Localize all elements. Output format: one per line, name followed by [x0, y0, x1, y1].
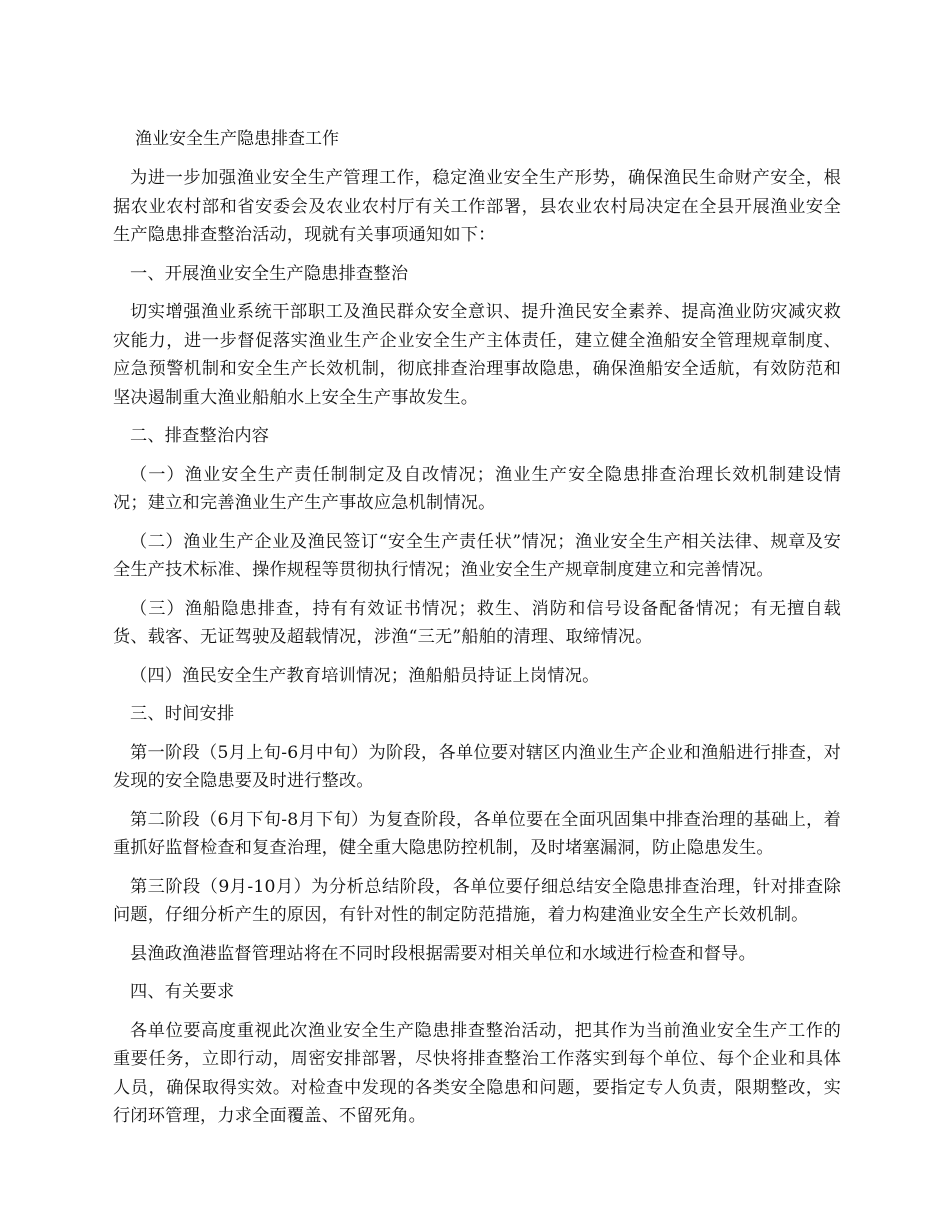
- section-3-stage-1: 第一阶段（5月上旬-6月中旬）为阶段，各单位要对辖区内渔业生产企业和渔船进行排查，对发现的安全隐患要及时进行整改。: [113, 742, 841, 791]
- section-2-item-1: （一）渔业安全生产责任制制定及自改情况；渔业生产安全隐患排查治理长效机制建设情况；建立和完善渔业生产生产事故应急机制情况。: [113, 464, 841, 513]
- document-page: [113, 124, 841, 1141]
- section-2-heading: 二、排查整治内容: [130, 426, 270, 446]
- section-4-heading: 四、有关要求: [130, 982, 235, 1002]
- section-2-item-3: （三）渔船隐患排查，持有有效证书情况；救生、消防和信号设备配备情况；有无擅自载货、载客、无证驾驶及超载情况，涉渔“三无”船舶的清理、取缔情况。: [113, 598, 841, 647]
- section-3-stage-2: 第二阶段（6月下旬-8月下旬）为复查阶段，各单位要在全面巩固集中排查治理的基础上，着重抓好监督检查和复查治理，健全重大隐患防控机制，及时堵塞漏洞，防止隐患发生。: [113, 809, 841, 858]
- section-4-paragraph: 各单位要高度重视此次渔业安全生产隐患排查整治活动，把其作为当前渔业安全生产工作的重要任务，立即行动，周密安排部署，尽快将排查整治工作落实到每个单位、每个企业和具体人员，确保取得实效。对检查中发现的各类安全隐患和问题，要指定专人负责，限期整改，实行闭环管理，力求全面覆盖、不留死角。: [113, 1020, 841, 1126]
- section-1-heading: 一、开展渔业安全生产隐患排查整治: [130, 263, 409, 284]
- section-3-heading: 三、时间安排: [130, 704, 235, 724]
- section-3-stage-3: 第三阶段（9月-10月）为分析总结阶段，各单位要仔细总结安全隐患排查治理，针对排查除问题，仔细分析产生的原因，有针对性的制定防范措施，着力构建渔业安全生产长效机制。: [113, 876, 841, 925]
- section-2-item-2: （二）渔业生产企业及渔民签订“安全生产责任状”情况；渔业安全生产相关法律、规章及安全生产技术标准、操作规程等贯彻执行情况；渔业安全生产规章制度建立和完善情况。: [113, 531, 841, 580]
- document-title: 渔业安全生产隐患排查工作: [135, 129, 339, 149]
- section-1-paragraph: 切实增强渔业系统干部职工及渔民群众安全意识、提升渔民安全素养、提高渔业防灾减灾救灾能力，进一步督促落实渔业生产企业安全生产主体责任，建立健全渔船安全管理规章制度、应急预警机制和安全生产长效机制，彻底排查治理事故隐患，确保渔船安全适航，有效防范和坚决遏制重大渔业船舶水上安全生产事故发生。: [113, 302, 841, 408]
- intro-paragraph: 为进一步加强渔业安全生产管理工作，稳定渔业安全生产形势，确保渔民生命财产安全，根据农业农村部和省安委会及农业农村厅有关工作部署，县农业农村局决定在全县开展渔业安全生产隐患排查整治活动，现就有关事项通知如下：: [113, 168, 841, 245]
- section-3-note: 县渔政渔港监督管理站将在不同时段根据需要对相关单位和水域进行检查和督导。: [130, 943, 756, 964]
- section-2-item-4: （四）渔民安全生产教育培训情况；渔船船员持证上岗情况。: [130, 665, 600, 686]
